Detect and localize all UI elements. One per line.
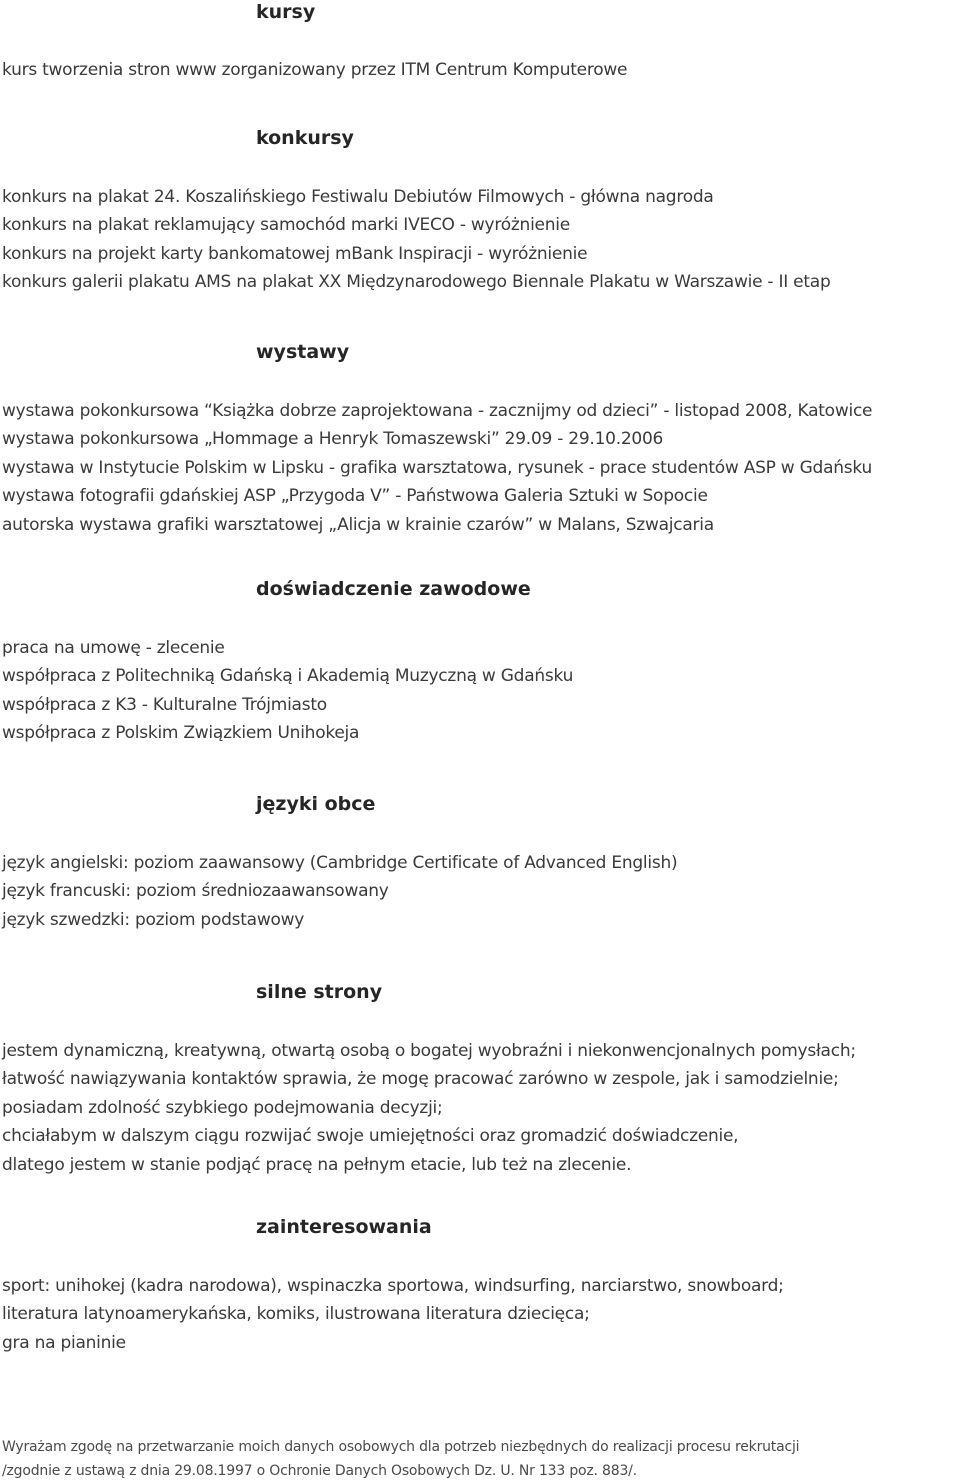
list-item: współpraca z Polskim Związkiem Unihokeja: [2, 723, 360, 744]
list-item: gra na pianinie: [2, 1332, 126, 1353]
list-item: współpraca z Politechniką Gdańską i Akademią Muzyczną w Gdańsku: [2, 666, 574, 687]
list-item: chciałabym w dalszym ciągu rozwijać swoje umiejętności oraz gromadzić doświadczenie,: [2, 1126, 739, 1147]
list-silne-strony: [2, 1037, 856, 1179]
list-item: kurs tworzenia stron www zorganizowany przez ITM Centrum Komputerowe: [2, 60, 628, 80]
list-item: sport: unihokej (kadra narodowa), wspinaczka sportowa, windsurfing, narciarstwo, snowboard;: [2, 1276, 784, 1296]
consent-footer: [2, 1435, 799, 1483]
consent-line-2: /zgodnie z ustawą z dnia 29.08.1997 o Ochronie Danych Osobowych Dz. U. Nr 133 poz. 883/.: [2, 1463, 637, 1479]
list-doswiadczenie: [2, 634, 573, 748]
list-jezyki: [2, 849, 677, 934]
list-item: praca na umowę - zlecenie: [2, 638, 225, 658]
list-item: posiadam zdolność szybkiego podejmowania decyzji;: [2, 1097, 443, 1118]
heading-jezyki: języki obce: [256, 793, 376, 815]
list-item: wystawa w Instytucie Polskim w Lipsku - grafika warsztatowa, rysunek - prace studentów ASP w Gdańsku: [2, 457, 872, 478]
list-kursy: [2, 56, 627, 84]
list-item: konkurs na plakat 24. Koszalińskiego Festiwalu Debiutów Filmowych - główna nagroda: [2, 187, 714, 207]
heading-wystawy: wystawy: [256, 341, 350, 363]
heading-konkursy: konkursy: [256, 127, 354, 149]
heading-kursy: kursy: [256, 1, 316, 23]
list-item: język francuski: poziom średniozaawansowany: [2, 881, 389, 902]
list-item: język szwedzki: poziom podstawowy: [2, 909, 305, 930]
list-item: konkurs na projekt karty bankomatowej mBank Inspiracji - wyróżnienie: [2, 243, 588, 264]
list-zainteresowania: [2, 1272, 784, 1357]
heading-zainteresowania: zainteresowania: [256, 1216, 432, 1238]
heading-silne-strony: silne strony: [256, 981, 383, 1003]
heading-doswiadczenie: doświadczenie zawodowe: [256, 578, 531, 600]
consent-line-1: Wyrażam zgodę na przetwarzanie moich danych osobowych dla potrzeb niezbędnych do realizacji procesu rekrutacji: [2, 1439, 800, 1455]
list-item: dlatego jestem w stanie podjąć pracę na pełnym etacie, lub też na zlecenie.: [2, 1154, 632, 1175]
list-item: konkurs na plakat reklamujący samochód marki IVECO - wyróżnienie: [2, 215, 570, 236]
list-item: literatura latynoamerykańska, komiks, ilustrowana literatura dziecięca;: [2, 1304, 590, 1325]
list-item: wystawa fotografii gdańskiej ASP „Przygoda V” - Państwowa Galeria Sztuki w Sopocie: [2, 486, 708, 507]
list-item: łatwość nawiązywania kontaktów sprawia, że mogę pracować zarówno w zespole, jak i samodzielnie;: [2, 1069, 839, 1090]
list-item: współpraca z K3 - Kulturalne Trójmiasto: [2, 694, 327, 715]
list-konkursy: [2, 183, 830, 297]
list-item: konkurs galerii plakatu AMS na plakat XX Międzynarodowego Biennale Plakatu w Warszawie - II etap: [2, 272, 831, 293]
list-item: język angielski: poziom zaawansowy (Cambridge Certificate of Advanced English): [2, 853, 678, 873]
list-item: wystawa pokonkursowa „Hommage a Henryk Tomaszewski” 29.09 - 29.10.2006: [2, 429, 664, 450]
list-item: jestem dynamiczną, kreatywną, otwartą osobą o bogatej wyobraźni i niekonwencjonalnych pomysłach;: [2, 1041, 856, 1061]
list-item: autorska wystawa grafiki warsztatowej „Alicja w krainie czarów” w Malans, Szwajcaria: [2, 514, 714, 535]
list-item: wystawa pokonkursowa “Książka dobrze zaprojektowana - zacznijmy od dzieci” - listopad 2008, Katowice: [2, 401, 873, 421]
list-wystawy: [2, 397, 872, 539]
